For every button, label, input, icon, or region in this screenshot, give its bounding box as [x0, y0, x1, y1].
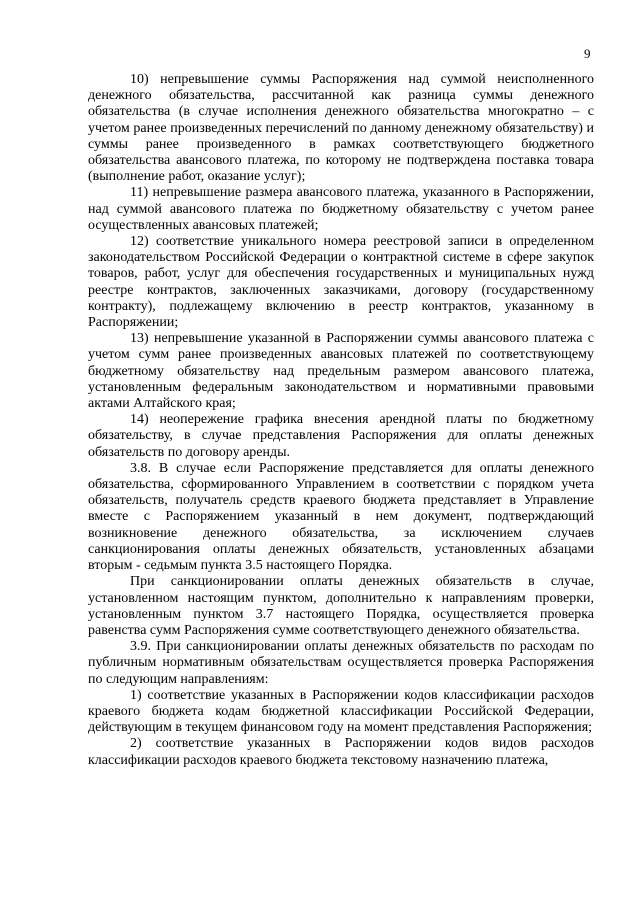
paragraph-item-11: 11) непревышение размера авансового платежа, указанного в Распоряжении, над суммой авансового платежа по бюджетному обязательству с учетом ранее осуществленных авансовых платежей;	[88, 185, 594, 233]
paragraph-item-12: 12) соответствие уникального номера реестровой записи в определенном законодательством Российской Федерации о контрактной системе в сфере закупок товаров, работ, услуг для обеспечения государственных и муниципальных нужд реестре контрактов, заключенных заказчиками, договору (государственному контракту), подлежащему включению в реестр контрактов, указанному в Распоряжении;	[88, 234, 594, 331]
paragraph-item-13: 13) непревышение указанной в Распоряжении суммы авансового платежа с учетом сумм ранее произведенных авансовых платежей по соответствующему бюджетному обязательству над предельным размером авансового платежа, установленным федеральным законодательством и нормативными правовыми актами Алтайского края;	[88, 331, 594, 412]
page-number: 9	[584, 46, 591, 61]
paragraph-item-1: 1) соответствие указанных в Распоряжении кодов классификации расходов краевого бюджета кодам бюджетной классификации Российской Федерации, действующим в текущем финансовом году на момент представления Распоряжения;	[88, 687, 594, 736]
paragraph-sanctioning-check: При санкционировании оплаты денежных обязательств в случае, установленном настоящим пунктом, дополнительно к направлениям проверки, установленным пунктом 3.7 настоящего Порядка, осуществляется проверка равенства сумм Распоряжения сумме соответствующего денежного обязательства.	[88, 574, 594, 638]
paragraph-item-10: 10) непревышение суммы Распоряжения над суммой неисполненного денежного обязательства, рассчитанной как разница суммы денежного обязательства (в случае исполнения денежного обязательства многократно – с учетом ранее произведенных перечислений по данному денежному обязательству) и суммы ранее произведенного в рамках соответствующего бюджетного обязательства авансового платежа, по которому не подтверждена поставка товара (выполнение работ, оказание услуг);	[88, 72, 594, 185]
paragraph-section-3-8: 3.8. В случае если Распоряжение представляется для оплаты денежного обязательства, сформированного Управлением в соответствии с порядком учета обязательств, получатель средств краевого бюджета представляет в Управление вместе с Распоряжением указанный в нем документ, подтверждающий возникновение денежного обязательства, за исключением случаев санкционирования оплаты денежных обязательств, установленных абзацами вторым - седьмым пункта 3.5 настоящего Порядка.	[88, 460, 594, 574]
paragraph-item-2: 2) соответствие указанных в Распоряжении кодов видов расходов классификации расходов краевого бюджета текстовому назначению платежа,	[88, 736, 594, 768]
body-text	[88, 72, 594, 769]
paragraph-item-14: 14) неопережение графика внесения арендной платы по бюджетному обязательству, в случае представления Распоряжения для оплаты денежных обязательств по договору аренды.	[88, 412, 594, 460]
paragraph-section-3-9: 3.9. При санкционировании оплаты денежных обязательств по расходам по публичным нормативным обязательствам осуществляется проверка Распоряжения по следующим направлениям:	[88, 639, 594, 687]
